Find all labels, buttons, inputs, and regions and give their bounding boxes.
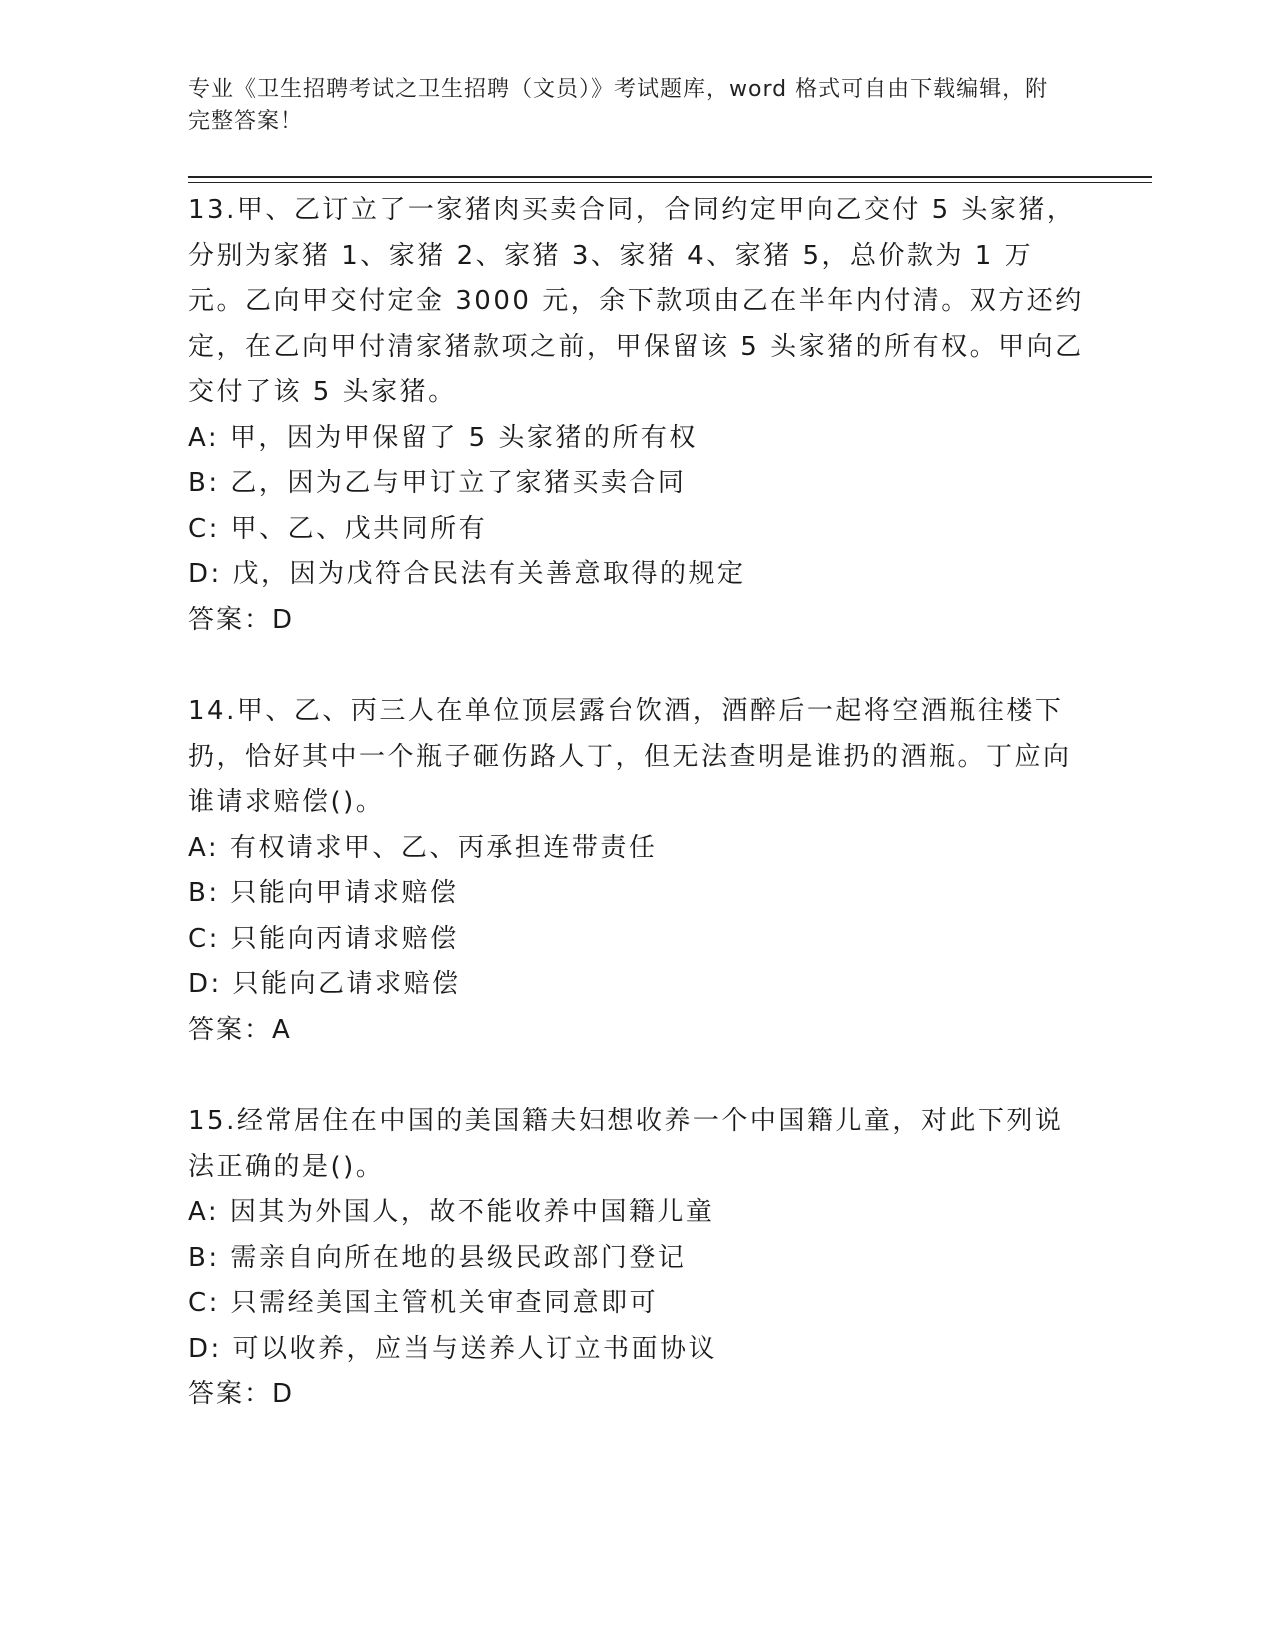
document-header: 专业《卫生招聘考试之卫生招聘（文员）》考试题库，word 格式可自由下载编辑，附完整答案！ [188,77,1049,134]
option-c: C: 只能向丙请求赔偿 [188,923,459,954]
option-b: B: 只能向甲请求赔偿 [188,878,459,908]
option-b: B: 需亲自向所在地的县级民政部门登记 [188,1242,687,1273]
option-a: A: 因其为外国人，故不能收养中国籍儿童 [188,1197,715,1227]
question-stem: 13.甲、乙订立了一家猪肉买卖合同，合同约定甲向乙交付 5 头家猪，分别为家猪 1、家猪 2、家猪 3、家猪 4、家猪 5，总价款为 1 万元。乙向甲交付定金 3000 元，余下款项由乙在半年内付清。双方还约定，在乙向甲付清家猪款项之前，甲保留该 5 头家猪的所有权。甲向乙交付了该 5 头家猪。 [188,195,1084,407]
question-stem: 15.经常居住在中国的美国籍夫妇想收养一个中国籍儿童，对此下列说法正确的是()。 [188,1106,1064,1182]
answer: 答案：D [188,604,295,635]
question-list [188,188,1088,1464]
option-c: C: 只需经美国主管机关审查同意即可 [188,1288,659,1318]
option-d: D: 可以收养，应当与送养人订立书面协议 [188,1333,718,1364]
option-d: D: 戊，因为戊符合民法有关善意取得的规定 [188,559,746,589]
option-c: C: 甲、乙、戊共同所有 [188,513,488,544]
question-15 [188,1099,1088,1418]
option-a: A: 有权请求甲、乙、丙承担连带责任 [188,832,658,863]
answer: 答案：D [188,1379,295,1409]
option-a: A: 甲，因为甲保留了 5 头家猪的所有权 [188,422,698,453]
question-stem: 14.甲、乙、丙三人在单位顶层露台饮酒，酒醉后一起将空酒瓶往楼下扔，恰好其中一个瓶子砸伤路人丁，但无法查明是谁扔的酒瓶。丁应向谁请求赔偿()。 [188,696,1072,817]
question-13 [188,188,1088,643]
question-14 [188,689,1088,1053]
header-divider-thick [188,176,1152,178]
option-d: D: 只能向乙请求赔偿 [188,969,461,999]
header-divider-thin [188,182,1152,183]
option-b: B: 乙，因为乙与甲订立了家猪买卖合同 [188,468,687,498]
answer: 答案：A [188,1014,292,1045]
